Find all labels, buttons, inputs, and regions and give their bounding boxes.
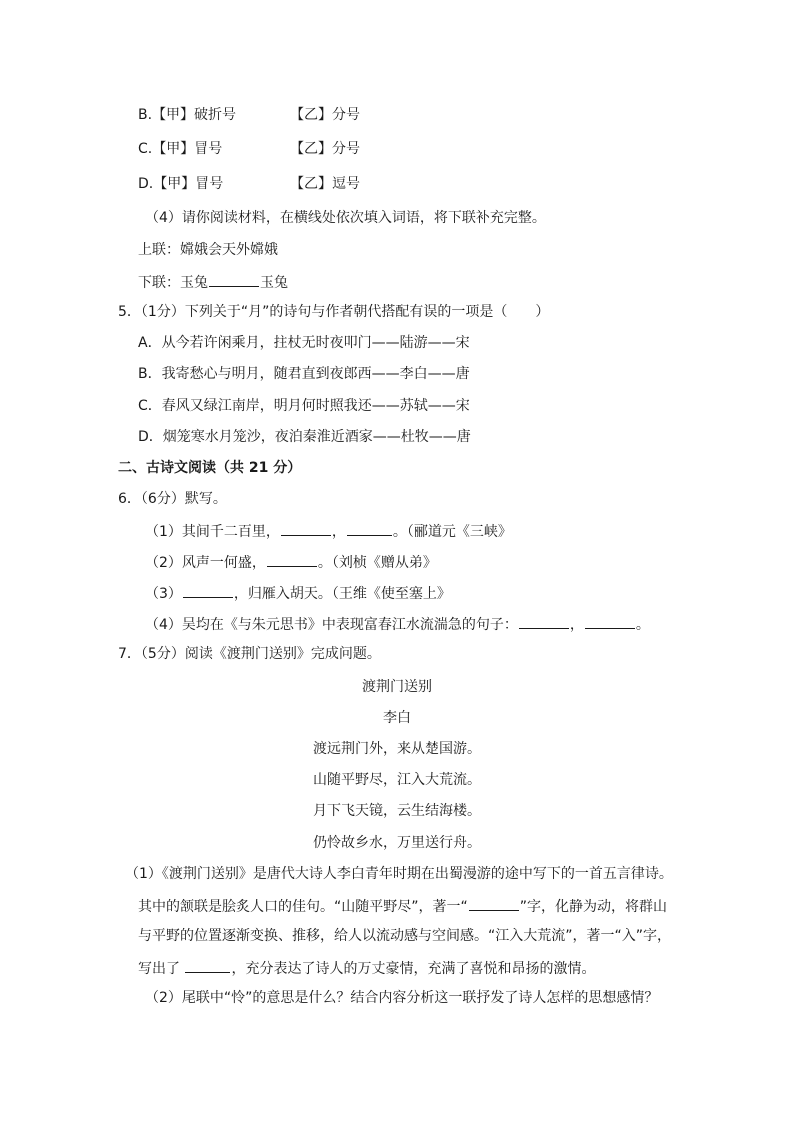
answer-blank[interactable] <box>469 895 519 911</box>
option-d <box>138 174 360 194</box>
q7-part1-line1: （1）《渡荆门送别》是唐代大诗人李白青年时期在出蜀漫游的途中写下的一首五言律诗。 <box>125 866 673 882</box>
q4-4-prompt: （4）请你阅读材料，在横线处依次填入词语，将下联补充完整。 <box>145 210 546 226</box>
q5-option-d: D．烟笼寒水月笼沙，夜泊秦淮近酒家——杜牧——唐 <box>138 429 471 445</box>
poem-line: 渡远荆门外，来从楚国游。 <box>313 741 481 757</box>
poem-line: 仍怜故乡水，万里送行舟。 <box>313 835 481 851</box>
option-second: 【乙】逗号 <box>290 176 360 192</box>
answer-blank[interactable] <box>183 582 233 598</box>
answer-blank[interactable] <box>347 520 392 536</box>
option-second: 【乙】分号 <box>290 107 360 123</box>
section-heading: 二、古诗文阅读（共 21 分） <box>118 460 302 476</box>
q7-part1-line4: 写出了 ，充分表达了诗人的万丈豪情，充满了喜悦和昂扬的激情。 <box>138 957 595 979</box>
answer-blank[interactable] <box>185 957 230 973</box>
q6-item-1: （1）其间千二百里， ， 。（郦道元《三峡》 <box>145 520 512 542</box>
poem-line: 月下飞天镜，云生结海楼。 <box>313 803 481 819</box>
answer-blank[interactable] <box>209 271 259 287</box>
answer-blank[interactable] <box>519 613 569 629</box>
q7-part1-line2: 其中的颔联是脍炙人口的佳句。“山随平野尽”，著一“ ”字，化静为动，将群山 <box>138 895 667 917</box>
poem-title: 渡荆门送别 <box>362 679 432 695</box>
q6-stem: 6．（6分）默写。 <box>118 491 227 507</box>
option-c <box>138 139 360 159</box>
option-label: C.【甲】冒号 <box>138 141 223 157</box>
q6-item-4: （4）吴均在《与朱元思书》中表现富春江水流湍急的句子： ， 。 <box>145 613 650 635</box>
couplet-lower: 下联：玉兔 玉兔 <box>138 271 288 293</box>
poem-author: 李白 <box>383 710 411 726</box>
option-b <box>138 105 360 125</box>
q7-stem: 7．（5分）阅读《渡荆门送别》完成问题。 <box>118 646 381 662</box>
answer-blank[interactable] <box>267 551 317 567</box>
poem-line: 山随平野尽，江入大荒流。 <box>313 772 481 788</box>
option-label: D.【甲】冒号 <box>138 176 224 192</box>
answer-blank[interactable] <box>281 520 331 536</box>
answer-blank[interactable] <box>585 613 635 629</box>
q5-stem: 5．（1分）下列关于“月”的诗句与作者朝代搭配有误的一项是（ ） <box>118 304 550 320</box>
q7-part1-line3: 与平野的位置逐渐变换、推移，给人以流动感与空间感。“江入大荒流”，著一“入”字， <box>138 928 672 944</box>
option-second: 【乙】分号 <box>290 141 360 157</box>
couplet-upper: 上联：嫦娥会天外嫦娥 <box>138 242 278 258</box>
q7-part2: （2）尾联中“怜”的意思是什么？结合内容分析这一联抒发了诗人怎样的思想感情？ <box>145 990 659 1006</box>
q6-item-3: （3） ，归雁入胡天。（王维《使至塞上》 <box>145 582 451 604</box>
q6-item-2: （2）风声一何盛， 。（刘桢《赠从弟》 <box>145 551 437 573</box>
option-label: B.【甲】破折号 <box>138 107 237 123</box>
q5-option-a: A．从今若许闲乘月，拄杖无时夜叩门——陆游——宋 <box>138 335 470 351</box>
q5-option-c: C．春风又绿江南岸，明月何时照我还——苏轼——宋 <box>138 398 470 414</box>
q5-option-b: B．我寄愁心与明月，随君直到夜郎西——李白——唐 <box>138 366 470 382</box>
